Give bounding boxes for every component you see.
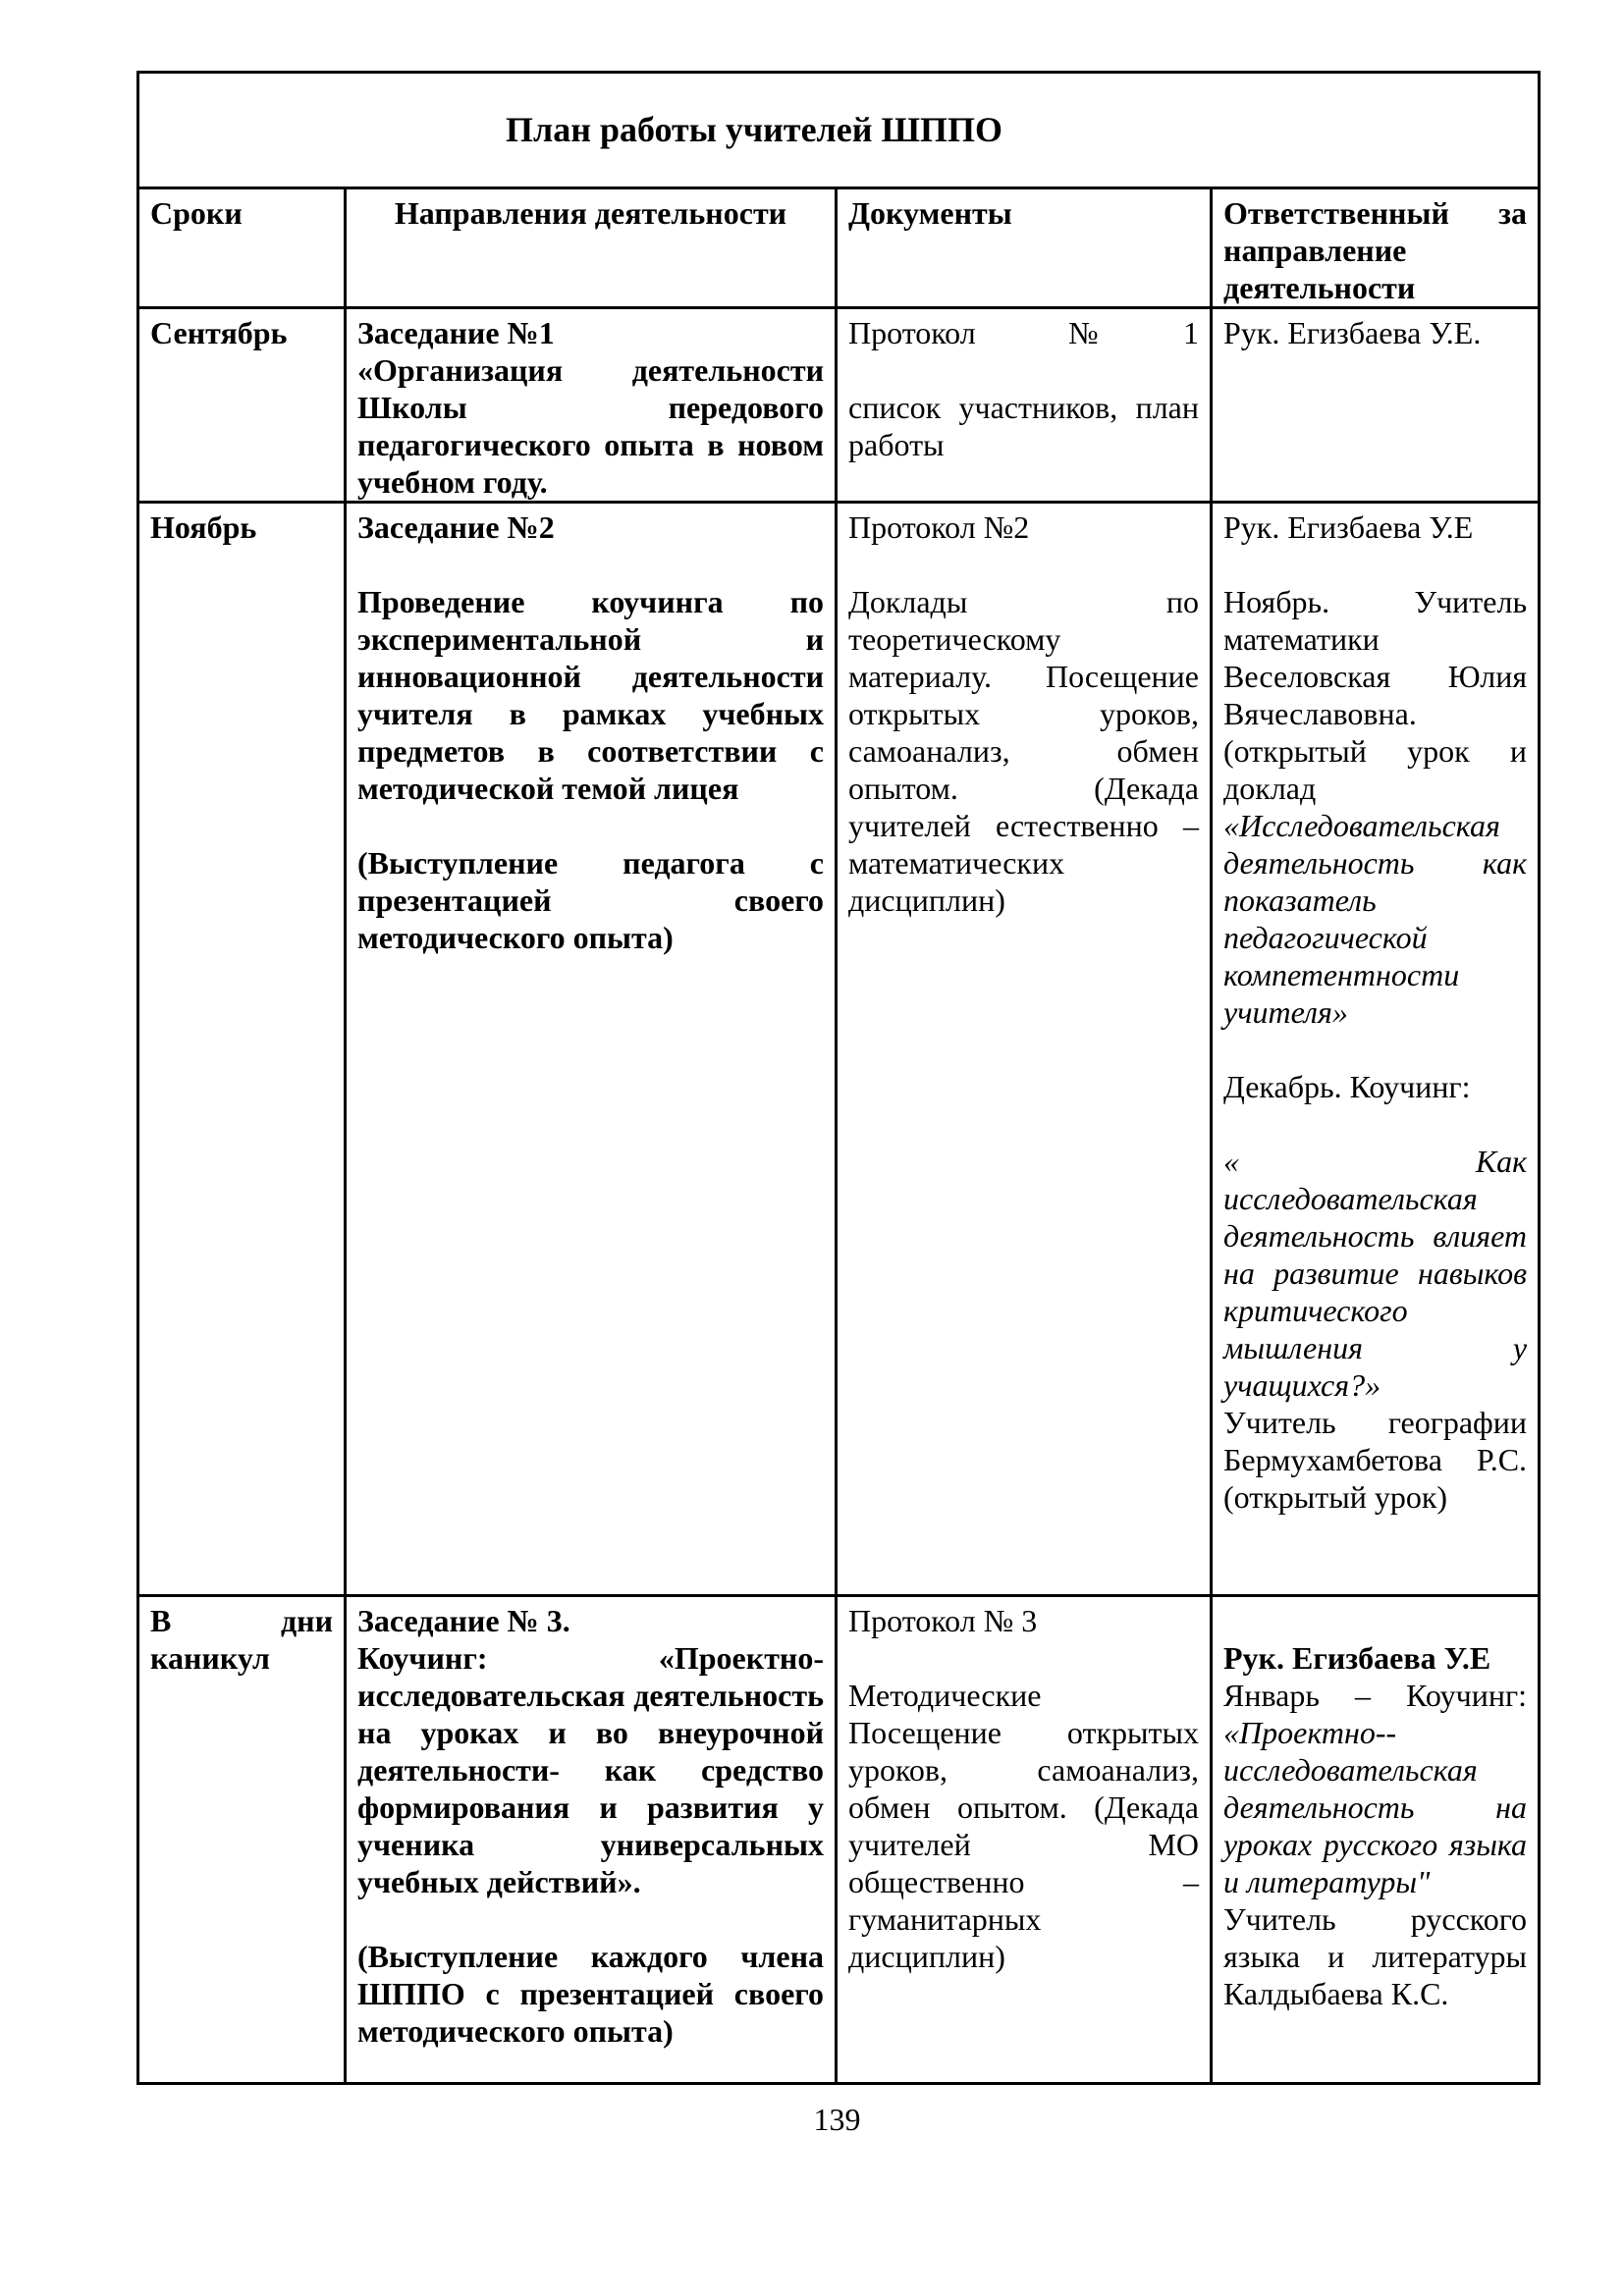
cell-november-period bbox=[138, 503, 346, 1596]
cell-november-directions bbox=[346, 503, 837, 1596]
paragraph: Ноябрь bbox=[150, 509, 257, 545]
blank-line bbox=[848, 351, 1199, 389]
cell-holidays-documents bbox=[837, 1596, 1212, 2084]
paragraph: Посещение открытых уроков, самоанализ, обмен опытом. (Декада учителей МО общественно – гуманитарных дисциплин) bbox=[848, 1715, 1199, 1974]
paragraph: «Исследовательская деятельность как показатель педагогической компетентности учителя» bbox=[1223, 808, 1528, 1030]
paragraph: (Выступление каждого члена ШППО с презентацией своего методического опыта) bbox=[357, 1939, 824, 2049]
paragraph: Проведение коучинга по экспериментальной и инновационной деятельности учителя в рамках учебных предметов в соответствии с методической темой лицея bbox=[357, 584, 824, 806]
paragraph: Заседание № 3. bbox=[357, 1603, 570, 1638]
paragraph: Протокол № 3 bbox=[848, 1603, 1038, 1638]
header-documents: Документы bbox=[837, 188, 1212, 308]
paragraph: Ноябрь. Учитель математики Веселовская Юлия Вячеславовна. (открытый урок и доклад bbox=[1223, 584, 1528, 806]
cell-september-directions bbox=[346, 308, 837, 503]
paragraph: Коучинг: «Проектно-исследовательская деятельность на уроках и во внеурочной деятельности- как средство формирования и развития у ученика универсальных учебных действий». bbox=[357, 1640, 824, 1899]
paragraph: Январь – Коучинг: bbox=[1223, 1678, 1528, 1713]
paragraph: Протокол №2 bbox=[848, 509, 1030, 545]
paragraph: В дни каникул bbox=[150, 1603, 333, 1676]
blank-line bbox=[1223, 546, 1527, 583]
blank-line bbox=[848, 546, 1199, 583]
cell-holidays-period bbox=[138, 1596, 346, 2084]
paragraph: Протокол №1 bbox=[848, 315, 1199, 350]
plan-table bbox=[136, 71, 1541, 2085]
header-row bbox=[138, 188, 1540, 308]
page-number: 139 bbox=[813, 2102, 861, 2137]
table-row-september bbox=[138, 308, 1540, 503]
blank-line bbox=[848, 1639, 1199, 1677]
title-cell bbox=[138, 73, 1540, 188]
paragraph: «Организация деятельности Школы передового педагогического опыта в новом учебном году. bbox=[357, 352, 824, 500]
blank-line bbox=[1223, 1105, 1527, 1143]
cell-september-documents bbox=[837, 308, 1212, 503]
paragraph: список участников, план работы bbox=[848, 390, 1199, 462]
blank-line bbox=[1223, 1031, 1527, 1068]
cell-november-documents bbox=[837, 503, 1212, 1596]
paragraph: «Проектно--исследовательская деятельность на уроках русского языка и литературы" bbox=[1223, 1715, 1528, 1899]
header-directions: Направления деятельности bbox=[346, 188, 837, 308]
header-terms: Сроки bbox=[138, 188, 346, 308]
cell-september-period bbox=[138, 308, 346, 503]
paragraph: Методические bbox=[848, 1678, 1042, 1713]
blank-line bbox=[357, 807, 824, 844]
paragraph: « Как исследовательская деятельность влияет на развитие навыков критического мышления у учащихся?» bbox=[1223, 1144, 1528, 1403]
paragraph: Декабрь. Коучинг: bbox=[1223, 1069, 1471, 1104]
cell-holidays-responsible bbox=[1212, 1596, 1540, 2084]
paragraph: (Выступление педагога с презентацией своего методического опыта) bbox=[357, 845, 824, 955]
paragraph: Рук. Егизбаева У.Е bbox=[1223, 1640, 1491, 1676]
cell-november-responsible bbox=[1212, 503, 1540, 1596]
paragraph: Заседание №2 bbox=[357, 509, 555, 545]
paragraph: Сентябрь bbox=[150, 315, 288, 350]
paragraph: Заседание №1 bbox=[357, 315, 555, 350]
paragraph: Рук. Егизбаева У.Е. bbox=[1223, 315, 1482, 350]
cell-holidays-directions bbox=[346, 1596, 837, 2084]
paragraph: Доклады по теоретическому материалу. Посещение открытых уроков, самоанализ, обмен опытом. (Декада учителей естественно – математических дисциплин) bbox=[848, 584, 1199, 918]
blank-line bbox=[357, 546, 824, 583]
blank-line bbox=[357, 1900, 824, 1938]
paragraph: Рук. Егизбаева У.Е bbox=[1223, 509, 1474, 545]
table-row-november bbox=[138, 503, 1540, 1596]
paragraph: Учитель русского языка и литературы Калдыбаева К.С. bbox=[1223, 1901, 1528, 2011]
title-row bbox=[138, 73, 1540, 188]
document-title: План работы учителей ШППО bbox=[506, 110, 1002, 149]
blank-line bbox=[1223, 1602, 1527, 1639]
cell-september-responsible bbox=[1212, 308, 1540, 503]
table-row-holidays bbox=[138, 1596, 1540, 2084]
paragraph: Учитель географии Бермухамбетова Р.С. (открытый урок) bbox=[1223, 1405, 1528, 1515]
header-responsible: Ответственный за направление деятельности bbox=[1212, 188, 1540, 308]
